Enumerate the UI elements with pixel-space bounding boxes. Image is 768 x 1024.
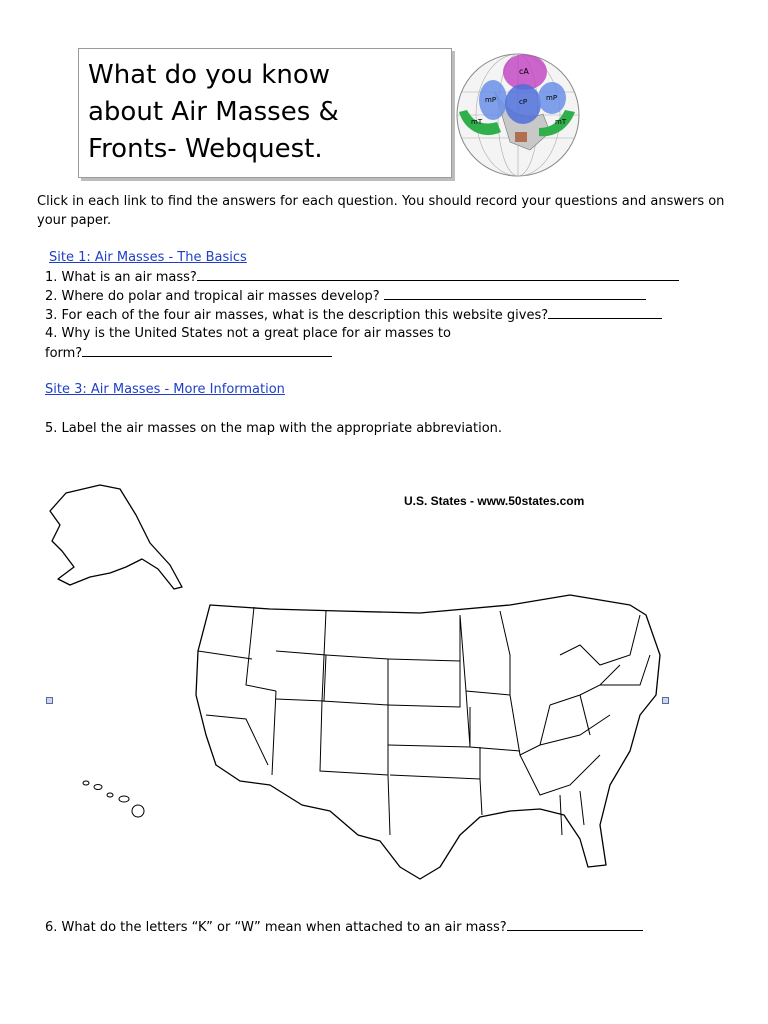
- question-3-text: 3. For each of the four air masses, what is the description this website gives?: [45, 308, 549, 323]
- answer-blank-2: [384, 287, 646, 300]
- question-5-text: 5. Label the air masses on the map with the appropriate abbreviation.: [45, 421, 503, 436]
- answer-blank-1: [197, 268, 679, 281]
- globe-label-ca: cA: [519, 67, 529, 76]
- question-3: [45, 306, 662, 325]
- question-6: [45, 918, 643, 937]
- image-resize-handle-right[interactable]: [662, 697, 669, 704]
- air-mass-globe-image: [455, 52, 581, 178]
- site1-link[interactable]: [49, 249, 247, 267]
- site3-link[interactable]: [45, 381, 285, 399]
- question-6-text: 6. What do the letters “K” or “W” mean when attached to an air mass?: [45, 920, 507, 935]
- answer-blank-3: [548, 306, 662, 319]
- globe-label-mp-west: mP: [485, 96, 497, 104]
- answer-blank-4: [82, 344, 332, 357]
- question-5: [45, 420, 502, 438]
- us-states-outline-map: [40, 455, 680, 903]
- question-1-text: 1. What is an air mass?: [45, 270, 197, 285]
- title-line-2: about Air Masses &: [88, 97, 339, 127]
- question-4-text-b: form?: [45, 346, 83, 361]
- site3-link-text[interactable]: Site 3: Air Masses - More Information: [45, 382, 285, 397]
- answer-blank-6: [507, 918, 643, 931]
- intro-paragraph: Click in each link to find the answers for each question. You should record your questions and answers on your paper.: [37, 194, 725, 228]
- question-4: [45, 325, 451, 343]
- question-1: [45, 268, 679, 287]
- title-line-3: Fronts- Webquest.: [88, 134, 323, 164]
- title-box: [78, 48, 452, 178]
- title-line-1: What do you know: [88, 60, 330, 90]
- question-4-continued: [45, 344, 332, 363]
- globe-label-mt-east: mT: [555, 118, 567, 126]
- globe-label-mt-west: mT: [471, 118, 483, 126]
- map-credit: U.S. States - www.50states.com: [404, 494, 585, 508]
- question-2: [45, 287, 646, 306]
- question-2-text: 2. Where do polar and tropical air masses develop?: [45, 289, 380, 304]
- question-4-text-a: 4. Why is the United States not a great place for air masses to: [45, 326, 451, 341]
- site1-link-text[interactable]: Site 1: Air Masses - The Basics: [49, 250, 247, 265]
- globe-label-cp: cP: [519, 98, 528, 106]
- globe-label-mp-east: mP: [546, 94, 558, 102]
- image-resize-handle-left[interactable]: [46, 697, 53, 704]
